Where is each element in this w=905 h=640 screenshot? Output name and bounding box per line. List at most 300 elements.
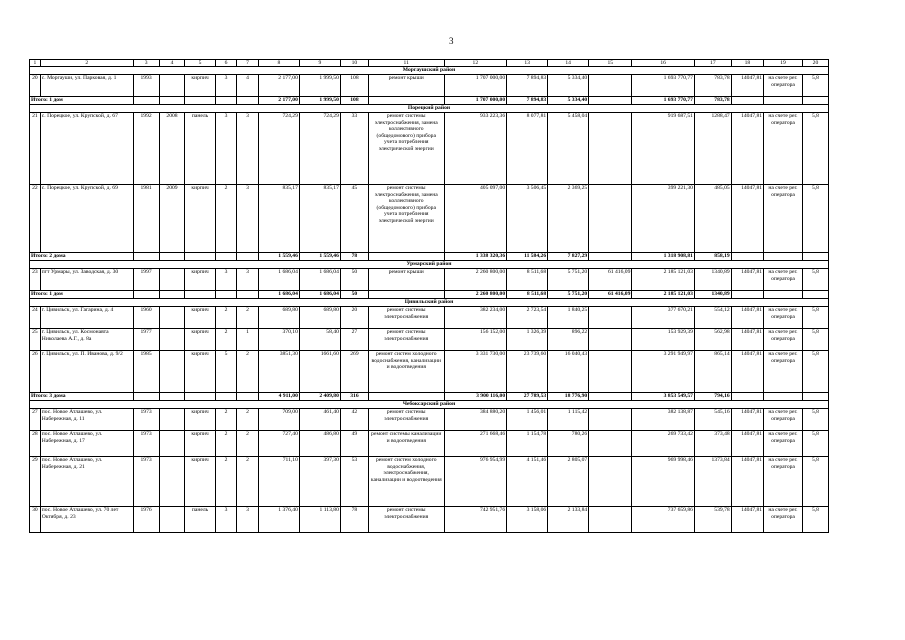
- table-cell: 14047,81: [731, 269, 763, 291]
- region-header-row: [30, 105, 829, 113]
- column-number: 4: [159, 60, 185, 67]
- table-cell: 373,48: [694, 431, 731, 457]
- table-cell: кирпич: [185, 75, 215, 97]
- table-cell: 26: [30, 351, 41, 393]
- table-cell: 835,17: [299, 185, 340, 253]
- column-number: 16: [632, 60, 695, 67]
- table-cell: 53: [340, 457, 368, 507]
- table-cell: 1 326,39: [507, 329, 548, 351]
- column-number: 19: [764, 60, 803, 67]
- table-row: [30, 457, 829, 507]
- column-number: 14: [548, 60, 589, 67]
- table-cell: 3: [237, 507, 259, 533]
- total-cell: 5 751,20: [548, 291, 589, 299]
- total-cell: 858,19: [694, 253, 731, 261]
- total-cell: 2 409,80: [299, 393, 340, 401]
- table-cell: ремонт системы электроснабжения, замена коллективного (общедомового) прибора учета потребления электрической энергии: [368, 113, 444, 185]
- column-number: 9: [299, 60, 340, 67]
- table-cell: [159, 269, 185, 291]
- region-name: Чебоксарский район: [30, 401, 829, 409]
- table-cell: с. Порецкое, ул. Крупской, д. 69: [40, 185, 133, 253]
- table-cell: 269 733,42: [632, 431, 695, 457]
- empty-cell: [185, 291, 215, 299]
- table-cell: ремонт системы электроснабжения: [368, 307, 444, 329]
- table-cell: 382 234,00: [444, 307, 507, 329]
- table-cell: кирпич: [185, 351, 215, 393]
- table-cell: пос. Новое Атлашево, ул. Набережная, д. 17: [40, 431, 133, 457]
- table-cell: [159, 351, 185, 393]
- table-cell: 1: [237, 329, 259, 351]
- total-cell: 1 338 320,36: [444, 253, 507, 261]
- table-cell: 271 668,46: [444, 431, 507, 457]
- total-cell: 27 789,53: [507, 393, 548, 401]
- table-cell: 14047,81: [731, 329, 763, 351]
- table-cell: пос. Новое Атлашево, ул. 70 лет Октября, д. 23: [40, 507, 133, 533]
- table-cell: 33: [340, 113, 368, 185]
- table-cell: 724,29: [299, 113, 340, 185]
- empty-cell: [159, 253, 185, 261]
- table-cell: 384 880,20: [444, 409, 507, 431]
- total-cell: 3 900 116,00: [444, 393, 507, 401]
- column-number: 20: [802, 60, 828, 67]
- table-cell: 3851,30: [258, 351, 299, 393]
- table-cell: [589, 307, 632, 329]
- table-cell: 2 133,84: [548, 507, 589, 533]
- empty-cell: [368, 97, 444, 105]
- table-cell: 919 687,51: [632, 113, 695, 185]
- table-cell: на счете рег. оператора: [764, 431, 803, 457]
- table-cell: 14047,81: [731, 185, 763, 253]
- table-cell: 2 723,54: [507, 307, 548, 329]
- column-number: 11: [368, 60, 444, 67]
- empty-cell: [802, 393, 828, 401]
- table-cell: 545,16: [694, 409, 731, 431]
- table-cell: 22: [30, 185, 41, 253]
- total-cell: 316: [340, 393, 368, 401]
- table-cell: [589, 185, 632, 253]
- table-cell: 2009: [159, 185, 185, 253]
- table-cell: 1992: [133, 113, 159, 185]
- table-cell: 5,8: [802, 75, 828, 97]
- table-cell: 969 998,46: [632, 457, 695, 507]
- table-cell: 4 151,46: [507, 457, 548, 507]
- table-cell: [589, 351, 632, 393]
- table-cell: [589, 113, 632, 185]
- table-cell: ремонт системы канализации и водоотведения: [368, 431, 444, 457]
- region-name: Порецкий район: [30, 105, 829, 113]
- empty-cell: [159, 97, 185, 105]
- table-cell: 711,10: [258, 457, 299, 507]
- column-number: 5: [185, 60, 215, 67]
- table-cell: 42: [340, 409, 368, 431]
- table-cell: 2 185 121,03: [632, 269, 695, 291]
- table-cell: 5,8: [802, 457, 828, 507]
- table-cell: 5,8: [802, 269, 828, 291]
- table-cell: 724,29: [258, 113, 299, 185]
- table-cell: 3: [237, 269, 259, 291]
- empty-cell: [731, 97, 763, 105]
- table-cell: на счете рег. оператора: [764, 185, 803, 253]
- empty-cell: [802, 291, 828, 299]
- table-cell: 1 707 000,00: [444, 75, 507, 97]
- table-cell: 5,8: [802, 409, 828, 431]
- table-cell: 461,40: [299, 409, 340, 431]
- empty-cell: [133, 291, 159, 299]
- table-cell: 689,80: [258, 307, 299, 329]
- table-cell: 399 221,30: [632, 185, 695, 253]
- total-cell: 8 511,68: [507, 291, 548, 299]
- table-cell: ремонт системы электроснабжения: [368, 329, 444, 351]
- total-cell: 78: [340, 253, 368, 261]
- empty-cell: [237, 393, 259, 401]
- table-cell: ремонт системы электроснабжения: [368, 507, 444, 533]
- table-cell: панель: [185, 113, 215, 185]
- table-cell: [159, 507, 185, 533]
- total-cell: 783,78: [694, 97, 731, 105]
- table-cell: 933 223,36: [444, 113, 507, 185]
- table-cell: 153 929,39: [632, 329, 695, 351]
- region-header-row: [30, 299, 829, 307]
- table-row: [30, 269, 829, 291]
- table-cell: [159, 409, 185, 431]
- column-number: 10: [340, 60, 368, 67]
- table-cell: 539,78: [694, 507, 731, 533]
- table-cell: 14047,81: [731, 507, 763, 533]
- empty-cell: [215, 253, 237, 261]
- table-cell: 156 152,00: [444, 329, 507, 351]
- region-header-row: [30, 401, 829, 409]
- column-number: 12: [444, 60, 507, 67]
- table-cell: [159, 329, 185, 351]
- total-label: Итого: 3 дома: [30, 393, 134, 401]
- table-cell: 16 040,43: [548, 351, 589, 393]
- total-cell: 1 686,04: [258, 291, 299, 299]
- table-cell: 780,26: [548, 431, 589, 457]
- table-cell: 5,8: [802, 113, 828, 185]
- table-cell: [589, 75, 632, 97]
- table-cell: 2008: [159, 113, 185, 185]
- table-cell: 14047,81: [731, 113, 763, 185]
- table-cell: 3: [237, 113, 259, 185]
- table-cell: ремонт крыши: [368, 269, 444, 291]
- empty-cell: [215, 393, 237, 401]
- table-cell: 4: [237, 75, 259, 97]
- column-number: 7: [237, 60, 259, 67]
- table-cell: 2: [237, 431, 259, 457]
- empty-cell: [215, 291, 237, 299]
- table-cell: 3: [215, 75, 237, 97]
- table-cell: 1993: [133, 75, 159, 97]
- table-cell: 23: [30, 269, 41, 291]
- table-cell: 405 097,00: [444, 185, 507, 253]
- table-cell: 5,8: [802, 431, 828, 457]
- page-number: 3: [449, 36, 454, 46]
- table-cell: 3 158,06: [507, 507, 548, 533]
- table-cell: 382 138,87: [632, 409, 695, 431]
- column-number: 15: [589, 60, 632, 67]
- table-cell: 24: [30, 307, 41, 329]
- total-cell: 1 686,04: [299, 291, 340, 299]
- table-cell: 14047,81: [731, 457, 763, 507]
- total-cell: 11 584,26: [507, 253, 548, 261]
- data-table: [29, 59, 829, 533]
- table-cell: 896,22: [548, 329, 589, 351]
- table-cell: 370,10: [258, 329, 299, 351]
- table-cell: 976 954,99: [444, 457, 507, 507]
- table-cell: 737 659,86: [632, 507, 695, 533]
- table-cell: 1981: [133, 185, 159, 253]
- table-cell: на счете рег. оператора: [764, 351, 803, 393]
- total-row: [30, 393, 829, 401]
- table-row: [30, 185, 829, 253]
- table-cell: 3 331 730,00: [444, 351, 507, 393]
- total-row: [30, 253, 829, 261]
- total-label: Итого: 1 дом: [30, 97, 134, 105]
- total-cell: 2 260 800,00: [444, 291, 507, 299]
- table-cell: [589, 507, 632, 533]
- column-number: 6: [215, 60, 237, 67]
- table-cell: 1 154,78: [507, 431, 548, 457]
- table-cell: 1960: [133, 307, 159, 329]
- table-cell: 1973: [133, 409, 159, 431]
- table-cell: 108: [340, 75, 368, 97]
- housing-repair-table: [29, 59, 829, 533]
- table-cell: на счете рег. оператора: [764, 507, 803, 533]
- table-cell: 835,17: [258, 185, 299, 253]
- empty-cell: [237, 253, 259, 261]
- table-cell: панель: [185, 507, 215, 533]
- column-number: 13: [507, 60, 548, 67]
- table-cell: 1 376,40: [258, 507, 299, 533]
- empty-cell: [215, 97, 237, 105]
- table-cell: 14047,81: [731, 351, 763, 393]
- table-cell: 3 506,45: [507, 185, 548, 253]
- region-header-row: [30, 67, 829, 75]
- table-cell: 27: [340, 329, 368, 351]
- total-cell: 3 853 549,57: [632, 393, 695, 401]
- table-cell: 1 686,04: [299, 269, 340, 291]
- region-header-row: [30, 261, 829, 269]
- total-label: Итого: 1 дом: [30, 291, 134, 299]
- total-cell: [589, 97, 632, 105]
- empty-cell: [133, 253, 159, 261]
- region-name: Урмарский район: [30, 261, 829, 269]
- table-row: [30, 409, 829, 431]
- total-cell: 1 999,50: [299, 97, 340, 105]
- table-cell: на счете рег. оператора: [764, 307, 803, 329]
- table-cell: 3 291 949,97: [632, 351, 695, 393]
- table-cell: пос. Новое Атлашево, ул. Набережная, д. 11: [40, 409, 133, 431]
- table-cell: 3: [215, 269, 237, 291]
- table-cell: 5 751,20: [548, 269, 589, 291]
- total-row: [30, 291, 829, 299]
- table-cell: 20: [340, 307, 368, 329]
- table-cell: 2: [215, 329, 237, 351]
- table-cell: 2: [215, 457, 237, 507]
- total-label: Итого: 2 дома: [30, 253, 134, 261]
- table-cell: 486,80: [299, 431, 340, 457]
- table-cell: 5,8: [802, 307, 828, 329]
- table-cell: ремонт системы электроснабжения, замена коллективного (общедомового) прибора учета потребления электрической энергии: [368, 185, 444, 253]
- table-cell: кирпич: [185, 269, 215, 291]
- table-row: [30, 351, 829, 393]
- table-cell: 2: [215, 185, 237, 253]
- table-cell: 397,30: [299, 457, 340, 507]
- table-cell: 28: [30, 431, 41, 457]
- table-cell: 865,14: [694, 351, 731, 393]
- empty-cell: [237, 97, 259, 105]
- region-name: Цивильский район: [30, 299, 829, 307]
- empty-cell: [133, 393, 159, 401]
- column-number: 1: [30, 60, 41, 67]
- total-row: [30, 97, 829, 105]
- table-cell: 554,12: [694, 307, 731, 329]
- table-cell: 25: [30, 329, 41, 351]
- column-number: 3: [133, 60, 159, 67]
- table-cell: 29: [30, 457, 41, 507]
- table-cell: 1661,60: [299, 351, 340, 393]
- table-cell: на счете рег. оператора: [764, 457, 803, 507]
- table-cell: 14047,81: [731, 307, 763, 329]
- table-cell: на счете рег. оператора: [764, 113, 803, 185]
- column-number: 17: [694, 60, 731, 67]
- column-number: 8: [258, 60, 299, 67]
- empty-cell: [764, 253, 803, 261]
- table-cell: 1973: [133, 457, 159, 507]
- total-cell: 50: [340, 291, 368, 299]
- table-cell: [159, 307, 185, 329]
- table-cell: 1340,89: [694, 269, 731, 291]
- table-cell: 1 113,80: [299, 507, 340, 533]
- table-cell: на счете рег. оператора: [764, 409, 803, 431]
- table-cell: 5,8: [802, 351, 828, 393]
- table-cell: 5,8: [802, 185, 828, 253]
- table-cell: 2 260 800,00: [444, 269, 507, 291]
- table-cell: кирпич: [185, 431, 215, 457]
- table-row: [30, 329, 829, 351]
- total-cell: 2 185 121,03: [632, 291, 695, 299]
- table-cell: [159, 431, 185, 457]
- table-cell: кирпич: [185, 409, 215, 431]
- total-cell: 1340,89: [694, 291, 731, 299]
- table-cell: 5: [215, 351, 237, 393]
- table-cell: 742 951,76: [444, 507, 507, 533]
- column-number: 18: [731, 60, 763, 67]
- total-cell: 108: [340, 97, 368, 105]
- table-cell: 3: [215, 113, 237, 185]
- total-cell: 18 776,90: [548, 393, 589, 401]
- total-cell: [589, 253, 632, 261]
- table-cell: 5 458,04: [548, 113, 589, 185]
- table-cell: [589, 457, 632, 507]
- table-cell: г. Цивильск, ул. Космонавта Николаева А.Г., д. 8а: [40, 329, 133, 351]
- table-cell: 14047,81: [731, 409, 763, 431]
- table-cell: 485,05: [694, 185, 731, 253]
- empty-cell: [185, 253, 215, 261]
- region-name: Моргаушский район: [30, 67, 829, 75]
- table-cell: на счете рег. оператора: [764, 269, 803, 291]
- table-cell: с. Порецкое, ул. Крупской, д. 67: [40, 113, 133, 185]
- table-cell: 5,8: [802, 507, 828, 533]
- table-cell: 2 805,07: [548, 457, 589, 507]
- total-cell: 794,16: [694, 393, 731, 401]
- table-cell: 23 739,60: [507, 351, 548, 393]
- table-cell: 8 077,81: [507, 113, 548, 185]
- table-cell: ремонт крыши: [368, 75, 444, 97]
- table-row: [30, 113, 829, 185]
- table-cell: 2: [237, 307, 259, 329]
- table-cell: 1 456,01: [507, 409, 548, 431]
- table-cell: кирпич: [185, 329, 215, 351]
- table-cell: 2: [215, 409, 237, 431]
- table-row: [30, 75, 829, 97]
- table-cell: 562,98: [694, 329, 731, 351]
- empty-cell: [731, 253, 763, 261]
- table-row: [30, 307, 829, 329]
- table-cell: 20: [30, 75, 41, 97]
- table-cell: 49: [340, 431, 368, 457]
- table-cell: 14047,81: [731, 431, 763, 457]
- table-cell: 50: [340, 269, 368, 291]
- total-cell: [589, 393, 632, 401]
- table-cell: кирпич: [185, 457, 215, 507]
- total-cell: 61 416,09: [589, 291, 632, 299]
- table-cell: 2: [215, 307, 237, 329]
- table-cell: [589, 431, 632, 457]
- table-cell: [589, 329, 632, 351]
- total-cell: 1 559,46: [299, 253, 340, 261]
- table-cell: 1 999,50: [299, 75, 340, 97]
- table-cell: 2: [237, 457, 259, 507]
- table-cell: 7 894,83: [507, 75, 548, 97]
- table-cell: 14047,81: [731, 75, 763, 97]
- table-cell: 783,78: [694, 75, 731, 97]
- total-cell: 1 707 000,00: [444, 97, 507, 105]
- total-cell: 7 894,83: [507, 97, 548, 105]
- empty-cell: [368, 291, 444, 299]
- table-cell: 1 840,25: [548, 307, 589, 329]
- empty-cell: [159, 291, 185, 299]
- table-cell: 5,8: [802, 329, 828, 351]
- total-cell: 1 318 908,81: [632, 253, 695, 261]
- table-cell: ремонт систем холодного водоснабжения, канализации и водоотведения: [368, 351, 444, 393]
- table-cell: пгт Урмары, ул. Заводская, д. 30: [40, 269, 133, 291]
- empty-cell: [368, 253, 444, 261]
- table-cell: г. Цивильск, ул. Гагарина, д. 4: [40, 307, 133, 329]
- table-cell: 58,40: [299, 329, 340, 351]
- table-cell: пос. Новое Атлашево, ул. Набережная, д. 21: [40, 457, 133, 507]
- total-cell: 1 559,46: [258, 253, 299, 261]
- table-cell: кирпич: [185, 185, 215, 253]
- table-cell: 1 115,42: [548, 409, 589, 431]
- table-cell: 2: [237, 351, 259, 393]
- table-cell: 1976: [133, 507, 159, 533]
- table-row: [30, 431, 829, 457]
- table-cell: 45: [340, 185, 368, 253]
- total-cell: 4 911,00: [258, 393, 299, 401]
- table-cell: [159, 75, 185, 97]
- total-cell: 7 827,29: [548, 253, 589, 261]
- table-cell: 3: [215, 507, 237, 533]
- table-row: [30, 507, 829, 533]
- table-cell: [159, 457, 185, 507]
- empty-cell: [731, 393, 763, 401]
- empty-cell: [802, 253, 828, 261]
- total-cell: 1 693 770,77: [632, 97, 695, 105]
- table-cell: 689,80: [299, 307, 340, 329]
- table-cell: 30: [30, 507, 41, 533]
- table-cell: 2: [215, 431, 237, 457]
